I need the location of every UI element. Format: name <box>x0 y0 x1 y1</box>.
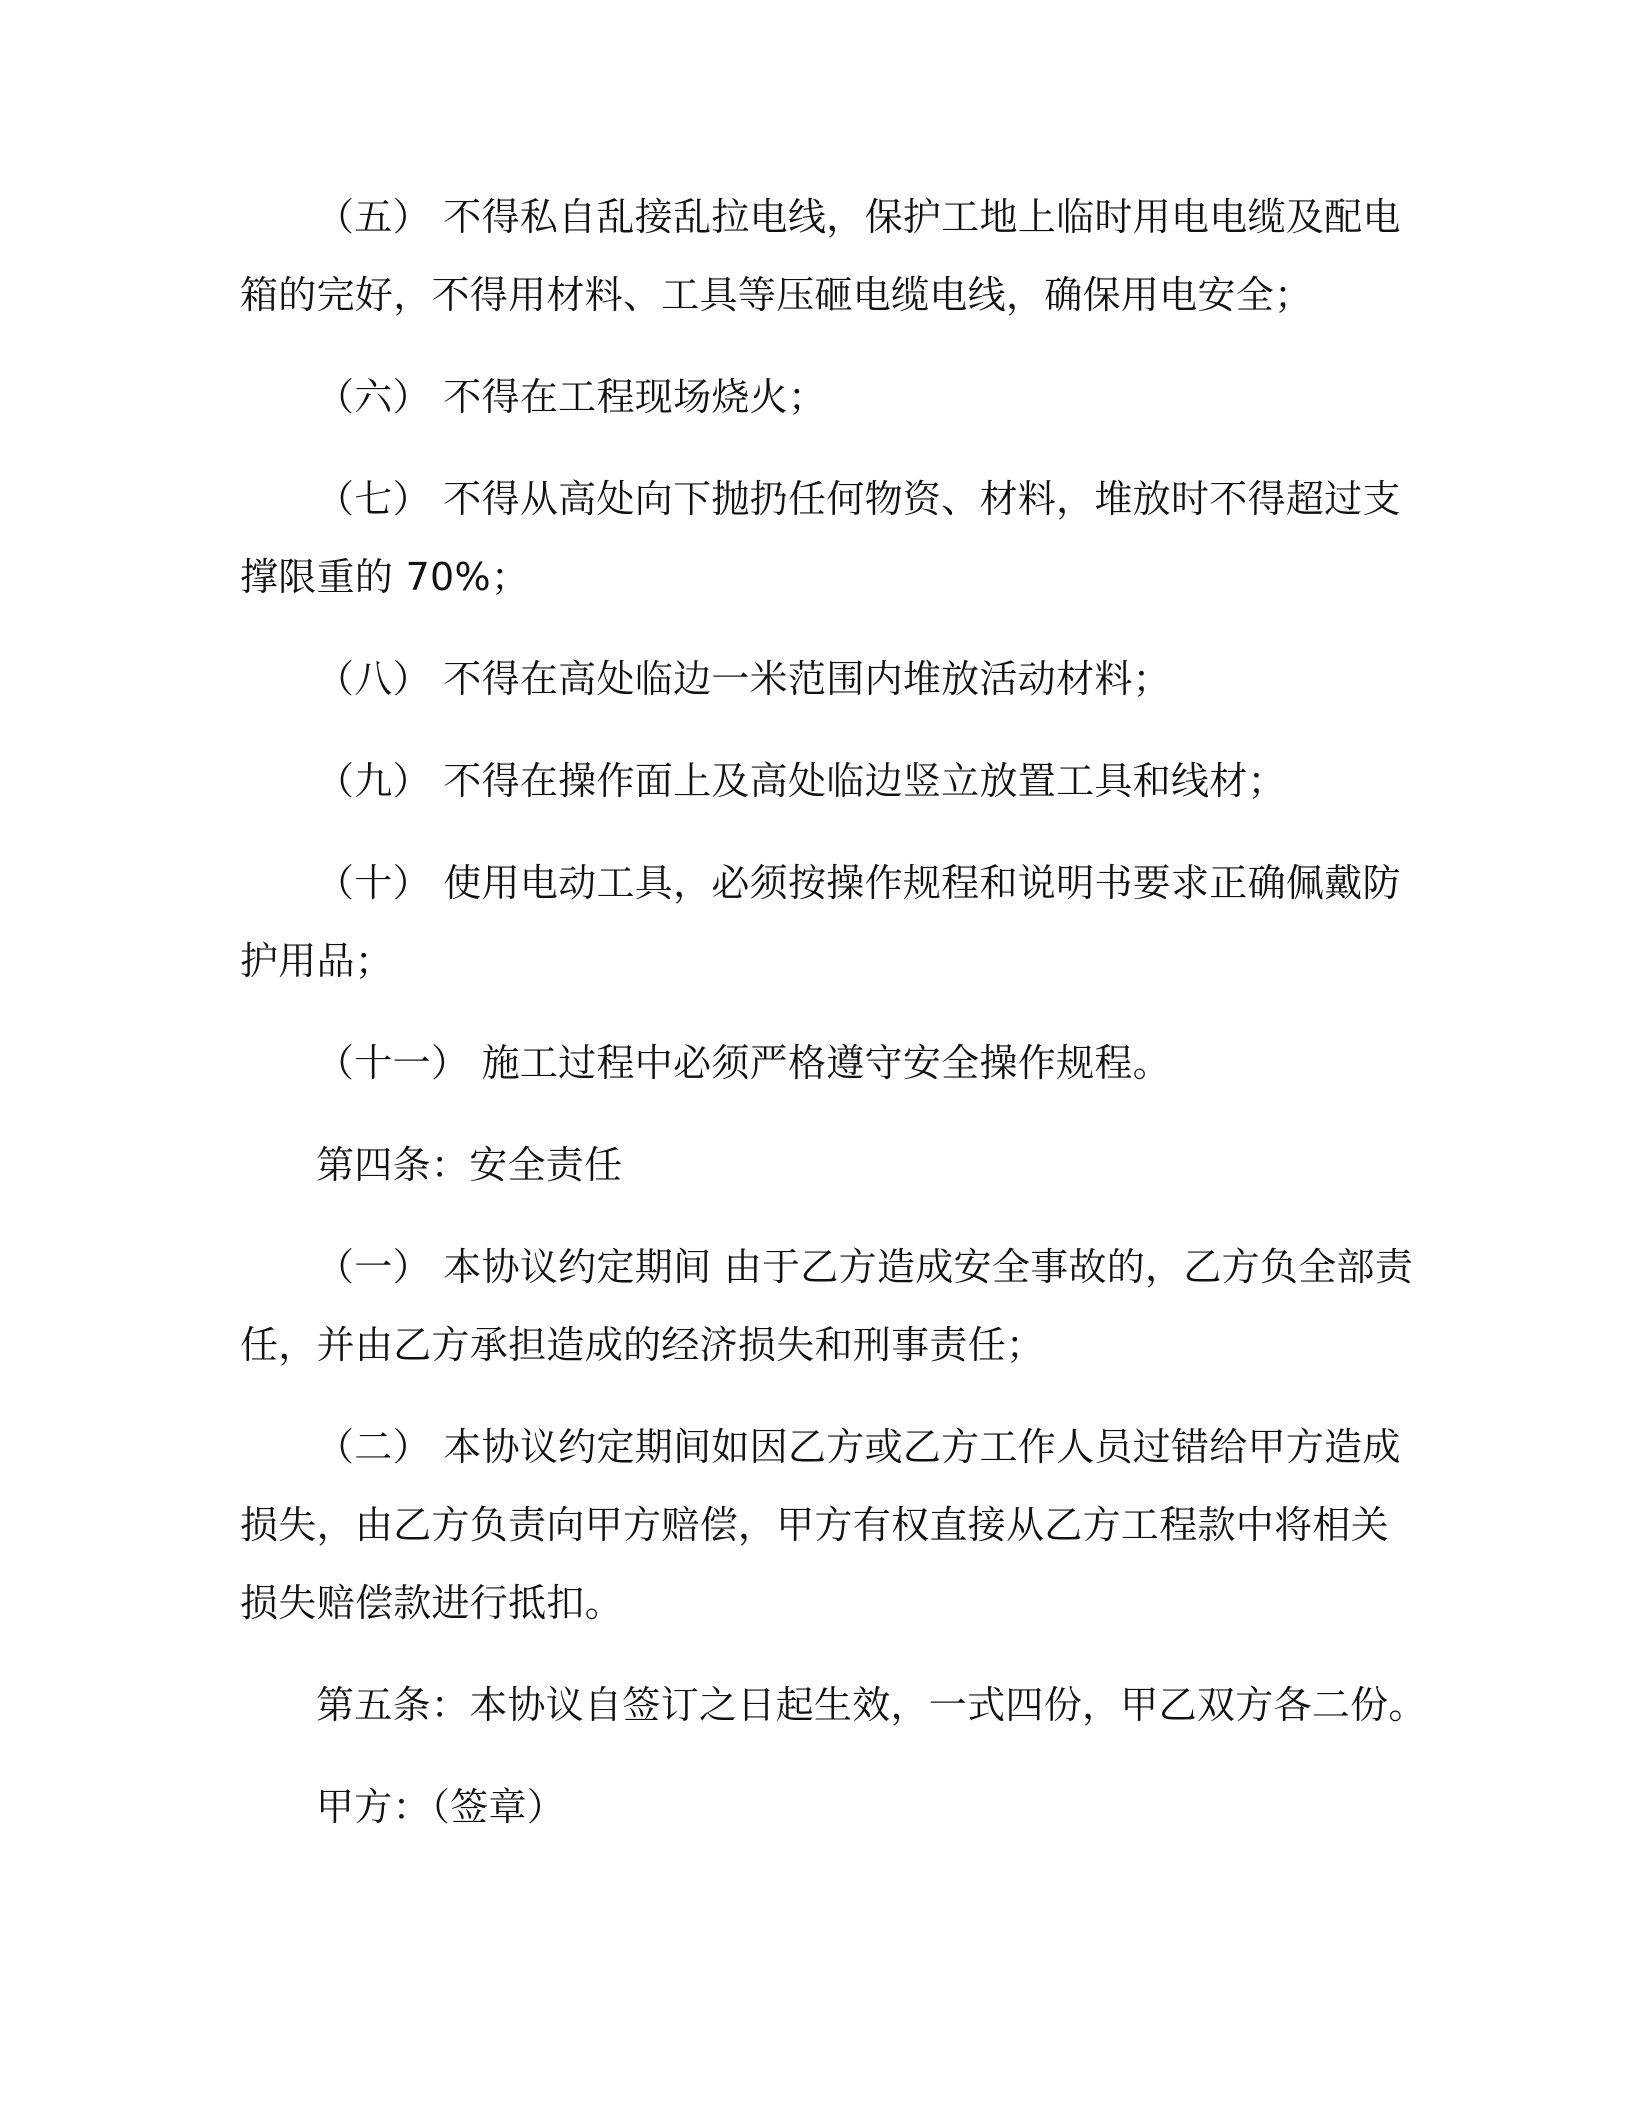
article-4-item-1-line-1: （一） 本协议约定期间 由于乙方造成安全事故的，乙方负全部责 <box>316 1245 1414 1289</box>
party-a-signature: 甲方：（签章） <box>316 1785 566 1829</box>
clause-11: （十一） 施工过程中必须严格遵守安全操作规程。 <box>316 1041 1171 1085</box>
article-4-item-2-line-2: 损失，由乙方负责向甲方赔偿，甲方有权直接从乙方工程款中将相关 <box>240 1503 1390 1547</box>
clause-5-line-1: （五） 不得私自乱接乱拉电线，保护工地上临时用电电缆及配电 <box>316 195 1401 239</box>
clause-9: （九） 不得在操作面上及高处临边竖立放置工具和线材； <box>316 759 1286 803</box>
article-4-item-2-line-1: （二） 本协议约定期间如因乙方或乙方工作人员过错给甲方造成 <box>316 1425 1401 1469</box>
clause-5-line-2: 箱的完好，不得用材料、工具等压砸电缆电线，确保用电安全； <box>240 273 1313 317</box>
clause-10-line-1: （十） 使用电动工具，必须按操作规程和说明书要求正确佩戴防 <box>316 861 1401 905</box>
clause-7-line-1: （七） 不得从高处向下抛扔任何物资、材料，堆放时不得超过支 <box>316 477 1401 521</box>
article-4-item-2-line-3: 损失赔偿款进行抵扣。 <box>240 1581 624 1625</box>
article-4-heading: 第四条：安全责任 <box>316 1143 623 1187</box>
clause-8: （八） 不得在高处临边一米范围内堆放活动材料； <box>316 657 1171 701</box>
clause-7-line-2: 撑限重的 70%； <box>240 555 530 599</box>
clause-6: （六） 不得在工程现场烧火； <box>316 375 827 419</box>
article-5: 第五条：本协议自签订之日起生效，一式四份，甲乙双方各二份。 <box>316 1683 1427 1727</box>
article-4-item-1-line-2: 任，并由乙方承担造成的经济损失和刑事责任； <box>240 1323 1045 1367</box>
clause-10-line-2: 护用品； <box>240 939 394 983</box>
